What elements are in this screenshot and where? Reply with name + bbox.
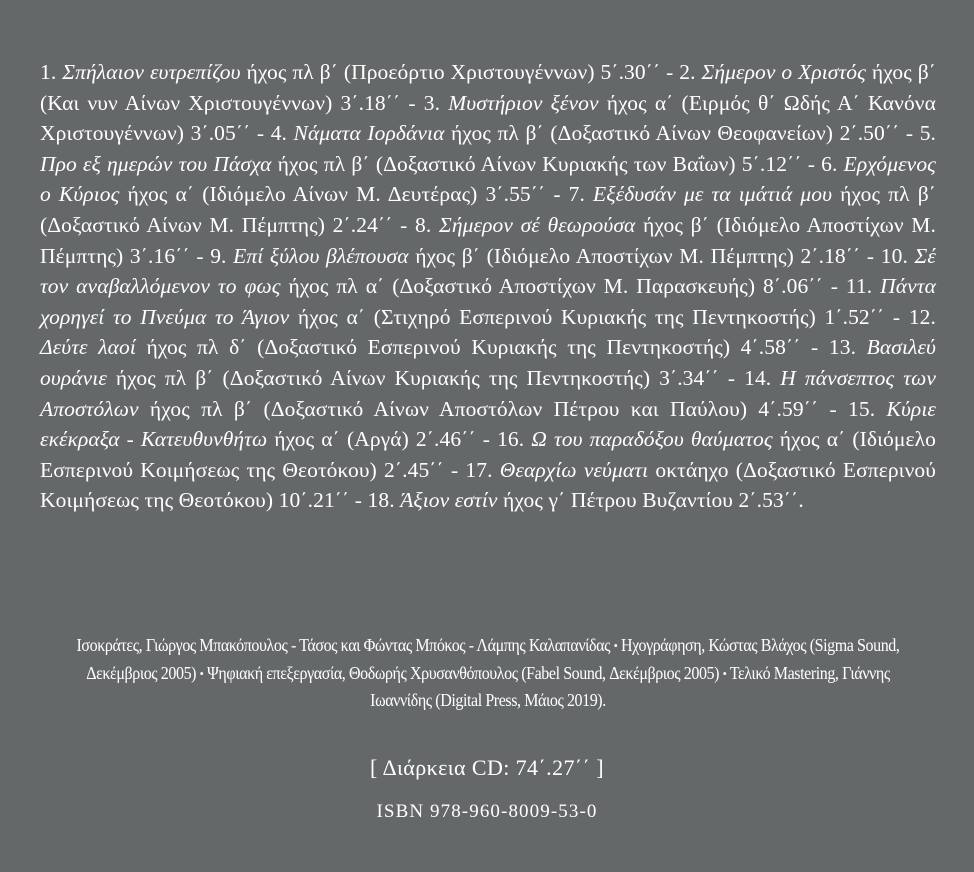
credits-recording: Ηχογράφηση, Κώστας Βλάχος (Sigma Sound, Δεκέμβριος 2005) [86, 635, 900, 683]
credits-performers: Ισοκράτες, Γιώργος Μπακόπουλος - Τάσος και Φώντας Μπόκος - Λάμπης Καλαπανίδας [76, 635, 611, 655]
track-mode-source: ήχος α΄ (Αργά) [267, 427, 416, 452]
track-separator: - [189, 243, 211, 268]
track-duration: 2΄.50΄΄ [839, 121, 900, 146]
credits-mastering: Τελικό Mastering, Γιάννης Ιωαννίδης (Digital Press, Μάιος 2019). [370, 662, 890, 710]
track-title: Θεαρχίω νεύματι [499, 457, 649, 482]
track-duration: 5΄.12΄΄ [741, 151, 802, 176]
track-number: 4. [270, 121, 294, 146]
track-title: Η πάνσεπτος των Αποστόλων [40, 365, 937, 421]
track-mode-source: ήχος πλ β΄ (Δοξαστικό Αίνων Αποστόλων Πέτρου και Παύλου) [138, 396, 759, 421]
track-number: 11. [845, 274, 881, 299]
track-title: Δεύτε λαοί [40, 335, 136, 360]
credits-bullet: • [613, 638, 618, 653]
track-title: Ω του παραδόξου θαύματος [531, 427, 773, 452]
track-number: 5. [919, 121, 937, 146]
track-mode-source: ήχος α΄ (Ειρμός θ΄ Ωδής Α΄ Κανόνα Χριστουγέννων) [40, 90, 936, 146]
track-item [210, 244, 860, 268]
track-title: Βασιλεύ ουράνιε [40, 335, 936, 390]
track-item [40, 60, 660, 84]
track-duration: 4΄.58΄΄ [740, 335, 801, 360]
track-duration: 1΄.52΄΄ [824, 304, 885, 329]
track-item [271, 121, 900, 145]
track-title: Ερχόμενος ο Κύριος [40, 151, 936, 207]
track-mode-source: ήχος β΄ (Ιδιόμελο Αποστίχων Μ. Πέμπτης) [40, 212, 936, 268]
track-separator: - [660, 60, 680, 84]
track-duration: 3΄.34΄΄ [659, 365, 719, 390]
track-title: Σέ τον αναβαλλόμενον το φως [40, 243, 936, 299]
track-title: Προ εξ ημερών του Πάσχα [40, 151, 272, 176]
track-separator: - [443, 457, 466, 482]
track-number: 18. [367, 488, 401, 513]
track-title: Επί ξύλου βλέπουσα [233, 243, 409, 268]
credits-bullet: • [722, 665, 727, 681]
track-separator: - [860, 243, 881, 268]
track-separator: - [884, 304, 909, 329]
track-separator: - [250, 121, 271, 146]
track-title: Νάματα Ιορδάνια [293, 121, 445, 146]
isbn-number: ISBN 978-960-8009-53-0 [376, 801, 598, 822]
track-title: Άξιον εστίν [400, 488, 498, 513]
track-separator: - [800, 335, 829, 360]
track-number: 1. [40, 60, 63, 84]
track-separator: - [822, 274, 846, 299]
track-number: 7. [568, 182, 594, 207]
track-title: Μυστήριον ξένον [448, 90, 599, 115]
track-number: 8. [415, 212, 439, 237]
track-separator: - [349, 488, 368, 513]
track-separator: - [718, 365, 745, 390]
track-duration: 3΄.55΄΄ [485, 182, 546, 207]
track-mode-source: ήχος πλ β΄ (Δοξαστικό Αίνων Κυριακής των Βαΐων) [271, 151, 742, 176]
track-separator: - [392, 212, 416, 237]
track-mode-source: ήχος β΄ (Και νυν Αίνων Χριστουγέννων) [40, 60, 936, 115]
track-mode-source: ήχος α΄ (Ιδιόμελο Εσπερινού Κοιμήσεως της Θεοτόκου) [40, 427, 936, 482]
track-duration: 10΄.21΄΄ [278, 488, 350, 513]
track-mode-source: ήχος πλ β΄ (Προεόρτιο Χριστουγέννων) [240, 60, 601, 84]
track-number: 17. [465, 457, 500, 482]
track-mode-source: ήχος γ΄ Πέτρου Βυζαντίου [497, 488, 739, 513]
cd-duration: [ Διάρκεια CD: 74΄.27΄΄ ] [370, 755, 604, 780]
track-mode-source: ήχος α΄ (Στιχηρό Εσπερινού Κυριακής της Πεντηκοστής) [289, 304, 825, 329]
track-list [40, 57, 936, 516]
track-number: 14. [744, 365, 781, 390]
track-duration: 2΄.53΄΄. [738, 488, 804, 513]
track-duration: 3΄.18΄΄ [340, 90, 401, 115]
track-number: 15. [848, 396, 887, 421]
track-duration: 4΄.59΄΄ [758, 396, 819, 421]
track-mode-source: ήχος β΄ (Ιδιόμελο Αποστίχων Μ. Πέμπτης) [408, 243, 801, 268]
track-number: 16. [497, 427, 532, 452]
track-duration: 2΄.45΄΄ [384, 457, 444, 482]
track-separator: - [899, 121, 920, 146]
track-title: Σήμερον σέ θεωρούσα [439, 212, 636, 237]
track-number: 2. [679, 60, 702, 84]
track-title: Κύριε εκέκραξα - Κατευθυνθήτω [40, 396, 936, 452]
credits-digital-processing: Ψηφιακή επεξεργασία, Θοδωρής Χρυσανθόπουλος (Fabel Sound, Δεκέμβριος 2005) [207, 662, 720, 683]
credits [76, 632, 900, 715]
track-item [368, 488, 804, 512]
credits-bullet: • [199, 665, 204, 681]
track-duration: 2΄.24΄΄ [332, 212, 393, 237]
track-title: Εξέδυσάν με τα ιμάτιά μου [593, 182, 833, 207]
track-separator: - [818, 396, 849, 421]
track-duration: 2΄.46΄΄ [415, 427, 476, 452]
track-number: 13. [828, 335, 867, 360]
track-duration: 5΄.30΄΄ [600, 60, 661, 84]
track-title: Πάντα χορηγεί το Πνεύμα το Άγιον [40, 274, 936, 329]
track-number: 6. [821, 151, 844, 176]
track-mode-source: ήχος πλ δ΄ (Δοξαστικό Εσπερινού Κυριακής της Πεντηκοστής) [135, 335, 741, 360]
track-mode-source: ήχος πλ α΄ (Δοξαστικό Αποστίχων Μ. Παρασκευής) [280, 274, 764, 299]
track-separator: - [801, 151, 822, 176]
track-separator: - [475, 427, 498, 452]
track-duration: 8΄.06΄΄ [763, 274, 823, 299]
track-number: 12. [908, 304, 937, 329]
track-separator: - [545, 182, 569, 207]
track-duration: 3΄.16΄΄ [129, 243, 190, 268]
track-number: 3. [423, 90, 449, 115]
track-title: Σήμερον ο Χριστός [701, 60, 866, 84]
track-mode-source: ήχος α΄ (Ιδιόμελο Αίνων Μ. Δευτέρας) [119, 182, 486, 207]
track-mode-source: οκτάηχο (Δοξαστικό Εσπερινού Κοιμήσεως της Θεοτόκου) [40, 457, 936, 513]
track-number: 9. [210, 243, 234, 268]
track-mode-source: ήχος πλ β΄ (Δοξαστικό Αίνων Μ. Πέμπτης) [40, 182, 937, 237]
track-mode-source: ήχος πλ β΄ (Δοξαστικό Αίνων Θεοφανείων) [444, 121, 840, 146]
track-duration: 2΄.18΄΄ [800, 243, 861, 268]
track-mode-source: ήχος πλ β΄ (Δοξαστικό Αίνων Κυριακής της Πεντηκοστής) [106, 365, 660, 390]
track-number: 10. [880, 243, 915, 268]
track-duration: 3΄.05΄΄ [190, 121, 251, 146]
track-separator: - [400, 90, 424, 115]
track-title: Σπήλαιον ευτρεπίζου [62, 60, 241, 84]
